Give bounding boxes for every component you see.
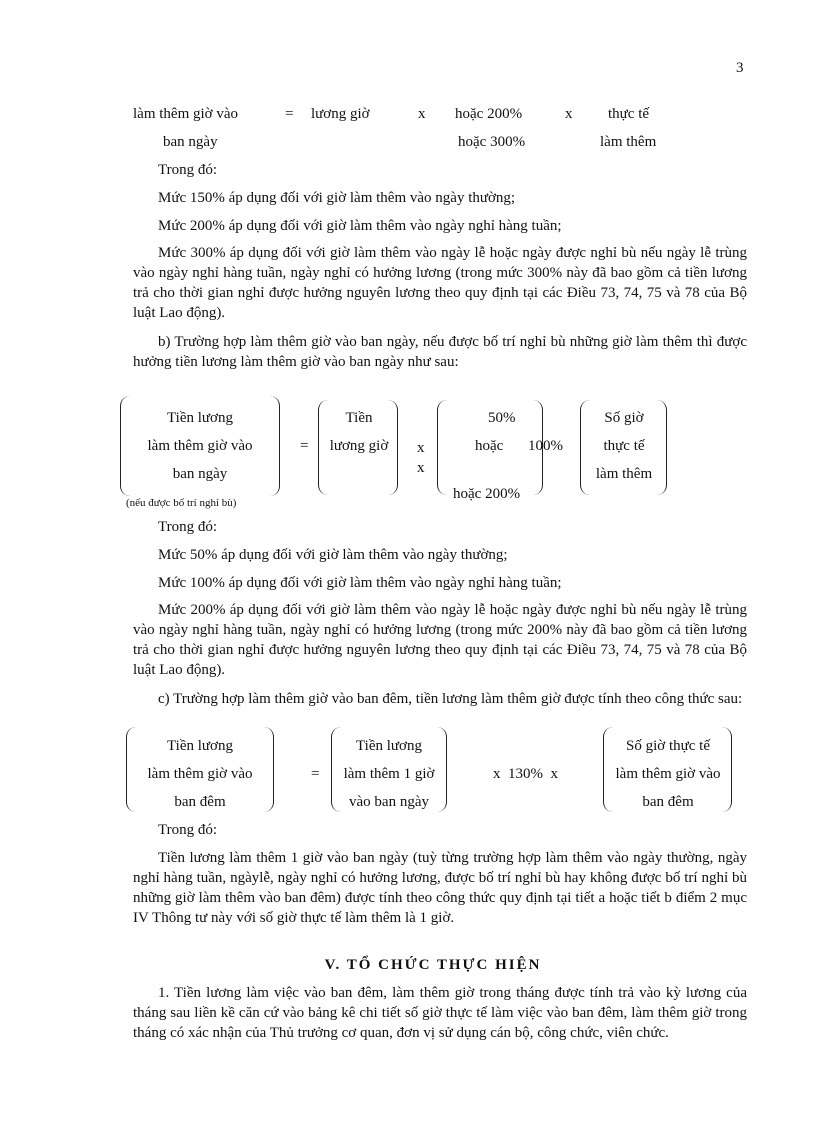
formula-b-rate-line2b: 100%	[528, 438, 563, 454]
formula-b-times-a: x	[417, 440, 425, 456]
rate-150-text: Mức 150% áp dụng đối với giờ làm thêm vào ngày thường;	[158, 190, 516, 206]
formula-a-hourly-wage: lương giờ	[311, 106, 370, 122]
formula-a-actual-line1: thực tế	[608, 106, 650, 122]
formula-c-wage-line2: làm thêm 1 giờ	[343, 766, 435, 782]
formula-c-left-paren-open	[126, 727, 136, 812]
formula-b-left-line2: làm thêm giờ vào	[147, 438, 253, 454]
formula-a-left-line1: làm thêm giờ vào	[133, 106, 238, 122]
formula-a-left-line2: ban ngày	[163, 134, 218, 150]
where-label: Trong đó:	[158, 162, 218, 178]
formula-c-left-line2: làm thêm giờ vào	[147, 766, 253, 782]
formula-b-left-paren-open	[120, 396, 130, 496]
section-b-intro: b) Trường hợp làm thêm giờ vào ban ngày, nếu được bố trí nghỉ bù những giờ làm thêm thì được hưởng tiền lương làm thêm giờ vào ban ngày như sau:	[133, 334, 747, 370]
formula-c-hours-line1: Số giờ thực tế	[626, 738, 710, 754]
where-label: Trong đó:	[158, 822, 218, 838]
formula-b-left-line3: ban ngày	[172, 466, 228, 482]
formula-b-wage-line2: lương giờ	[329, 438, 389, 454]
rate-50-text: Mức 50% áp dụng đối với giờ làm thêm vào ngày thường;	[158, 547, 508, 563]
rate-200-text: Mức 200% áp dụng đối với giờ làm thêm vào ngày nghỉ hàng tuần;	[158, 218, 562, 234]
formula-b-rate-line2: hoặc	[475, 438, 504, 454]
formula-b-left-note: (nếu được bố trí nghỉ bù)	[126, 497, 237, 509]
formula-a-equals: =	[285, 106, 294, 122]
where-label: Trong đó:	[158, 519, 218, 535]
section-v-item1: 1. Tiền lương làm việc vào ban đêm, làm thêm giờ trong tháng được tính trả vào kỳ lương của tháng sau liền kề căn cứ vào bảng kê chi tiết số giờ thực tế làm việc vào ban đêm, làm thêm giờ trong tháng có xác nhận của Thủ trưởng cơ quan, đơn vị sử dụng cán bộ, công chức, viên chức.	[133, 985, 747, 1041]
formula-b-equals: =	[300, 438, 309, 454]
rate-100-text: Mức 100% áp dụng đối với giờ làm thêm vào ngày nghỉ hàng tuần;	[158, 575, 562, 591]
formula-a-times2: x	[565, 106, 573, 122]
formula-b-hours-line1: Số giờ	[604, 410, 644, 426]
page-number: 3	[736, 60, 744, 76]
formula-b-hours-line3: làm thêm	[595, 466, 653, 482]
formula-a-rate-line1: hoặc 200%	[455, 106, 523, 122]
rate-300-paragraph: Mức 300% áp dụng đối với giờ làm thêm vào ngày lễ hoặc ngày được nghỉ bù nếu ngày lễ trùng vào ngày nghỉ hàng tuần, ngày nghỉ có hưởng lương (trong mức 300% này đã bao gồm cả tiền lương trả cho thời gian nghỉ được hưởng nguyên lương theo quy định tại các Điều 73, 74, 75 và 78 của Bộ luật Lao động).	[133, 245, 747, 321]
rate-200b-paragraph: Mức 200% áp dụng đối với giờ làm thêm vào ngày lễ hoặc ngày được nghỉ bù nếu ngày lễ trùng vào ngày nghỉ hàng tuần, ngày nghỉ có hưởng lương (trong mức 200% này đã bao gồm cả tiền lương trả cho thời gian nghỉ được hưởng nguyên lương theo quy định tại các Điều 73, 74, 75 và 78 của Bộ luật Lao động).	[133, 602, 747, 678]
formula-c-left-line3: ban đêm	[174, 794, 226, 810]
formula-c-wage-line1: Tiền lương	[356, 738, 422, 754]
formula-a-times1: x	[418, 106, 426, 122]
formula-c-wage-line3: vào ban ngày	[349, 794, 429, 810]
formula-c-hours-line3: ban đêm	[642, 794, 694, 810]
formula-c-equals: =	[311, 766, 320, 782]
formula-b-times-b: x	[417, 460, 425, 476]
formula-c-left-line1: Tiền lương	[167, 738, 233, 754]
formula-c-multiplier: x 130% x	[493, 766, 558, 782]
formula-a-actual-line2: làm thêm	[600, 134, 657, 150]
formula-b-rate-paren-open	[437, 400, 447, 495]
formula-b-rate-line1: 50%	[488, 410, 516, 426]
section-c-explanation: Tiền lương làm thêm 1 giờ vào ban ngày (tuỳ từng trường hợp làm thêm vào ngày thường, ngày nghỉ hàng tuần, ngàylễ, ngày nghỉ có hưởng lương, được bố trí nghỉ bù hay không được bố trí nghỉ bù những giờ làm thêm vào ban đêm) được tính theo công thức quy định tại tiết a hoặc tiết b điểm 2 mục IV Thông tư này với số giờ thực tế làm thêm là 1 giờ.	[133, 850, 747, 926]
formula-b-left-line1: Tiền lương	[167, 410, 233, 426]
formula-b-hours-line2: thực tế	[603, 438, 645, 454]
formula-a-rate-line2: hoặc 300%	[458, 134, 526, 150]
formula-b-rate-line3: hoặc 200%	[453, 486, 521, 502]
section-c-intro: c) Trường hợp làm thêm giờ vào ban đêm, tiền lương làm thêm giờ được tính theo công thức sau:	[158, 691, 743, 707]
formula-b-left-paren-close	[270, 396, 280, 496]
formula-b-wage-line1: Tiền	[345, 410, 373, 426]
formula-c-left-paren-close	[264, 727, 274, 812]
section-v-heading: V. TỔ CHỨC THỰC HIỆN	[324, 957, 542, 973]
formula-c-hours-line2: làm thêm giờ vào	[615, 766, 721, 782]
